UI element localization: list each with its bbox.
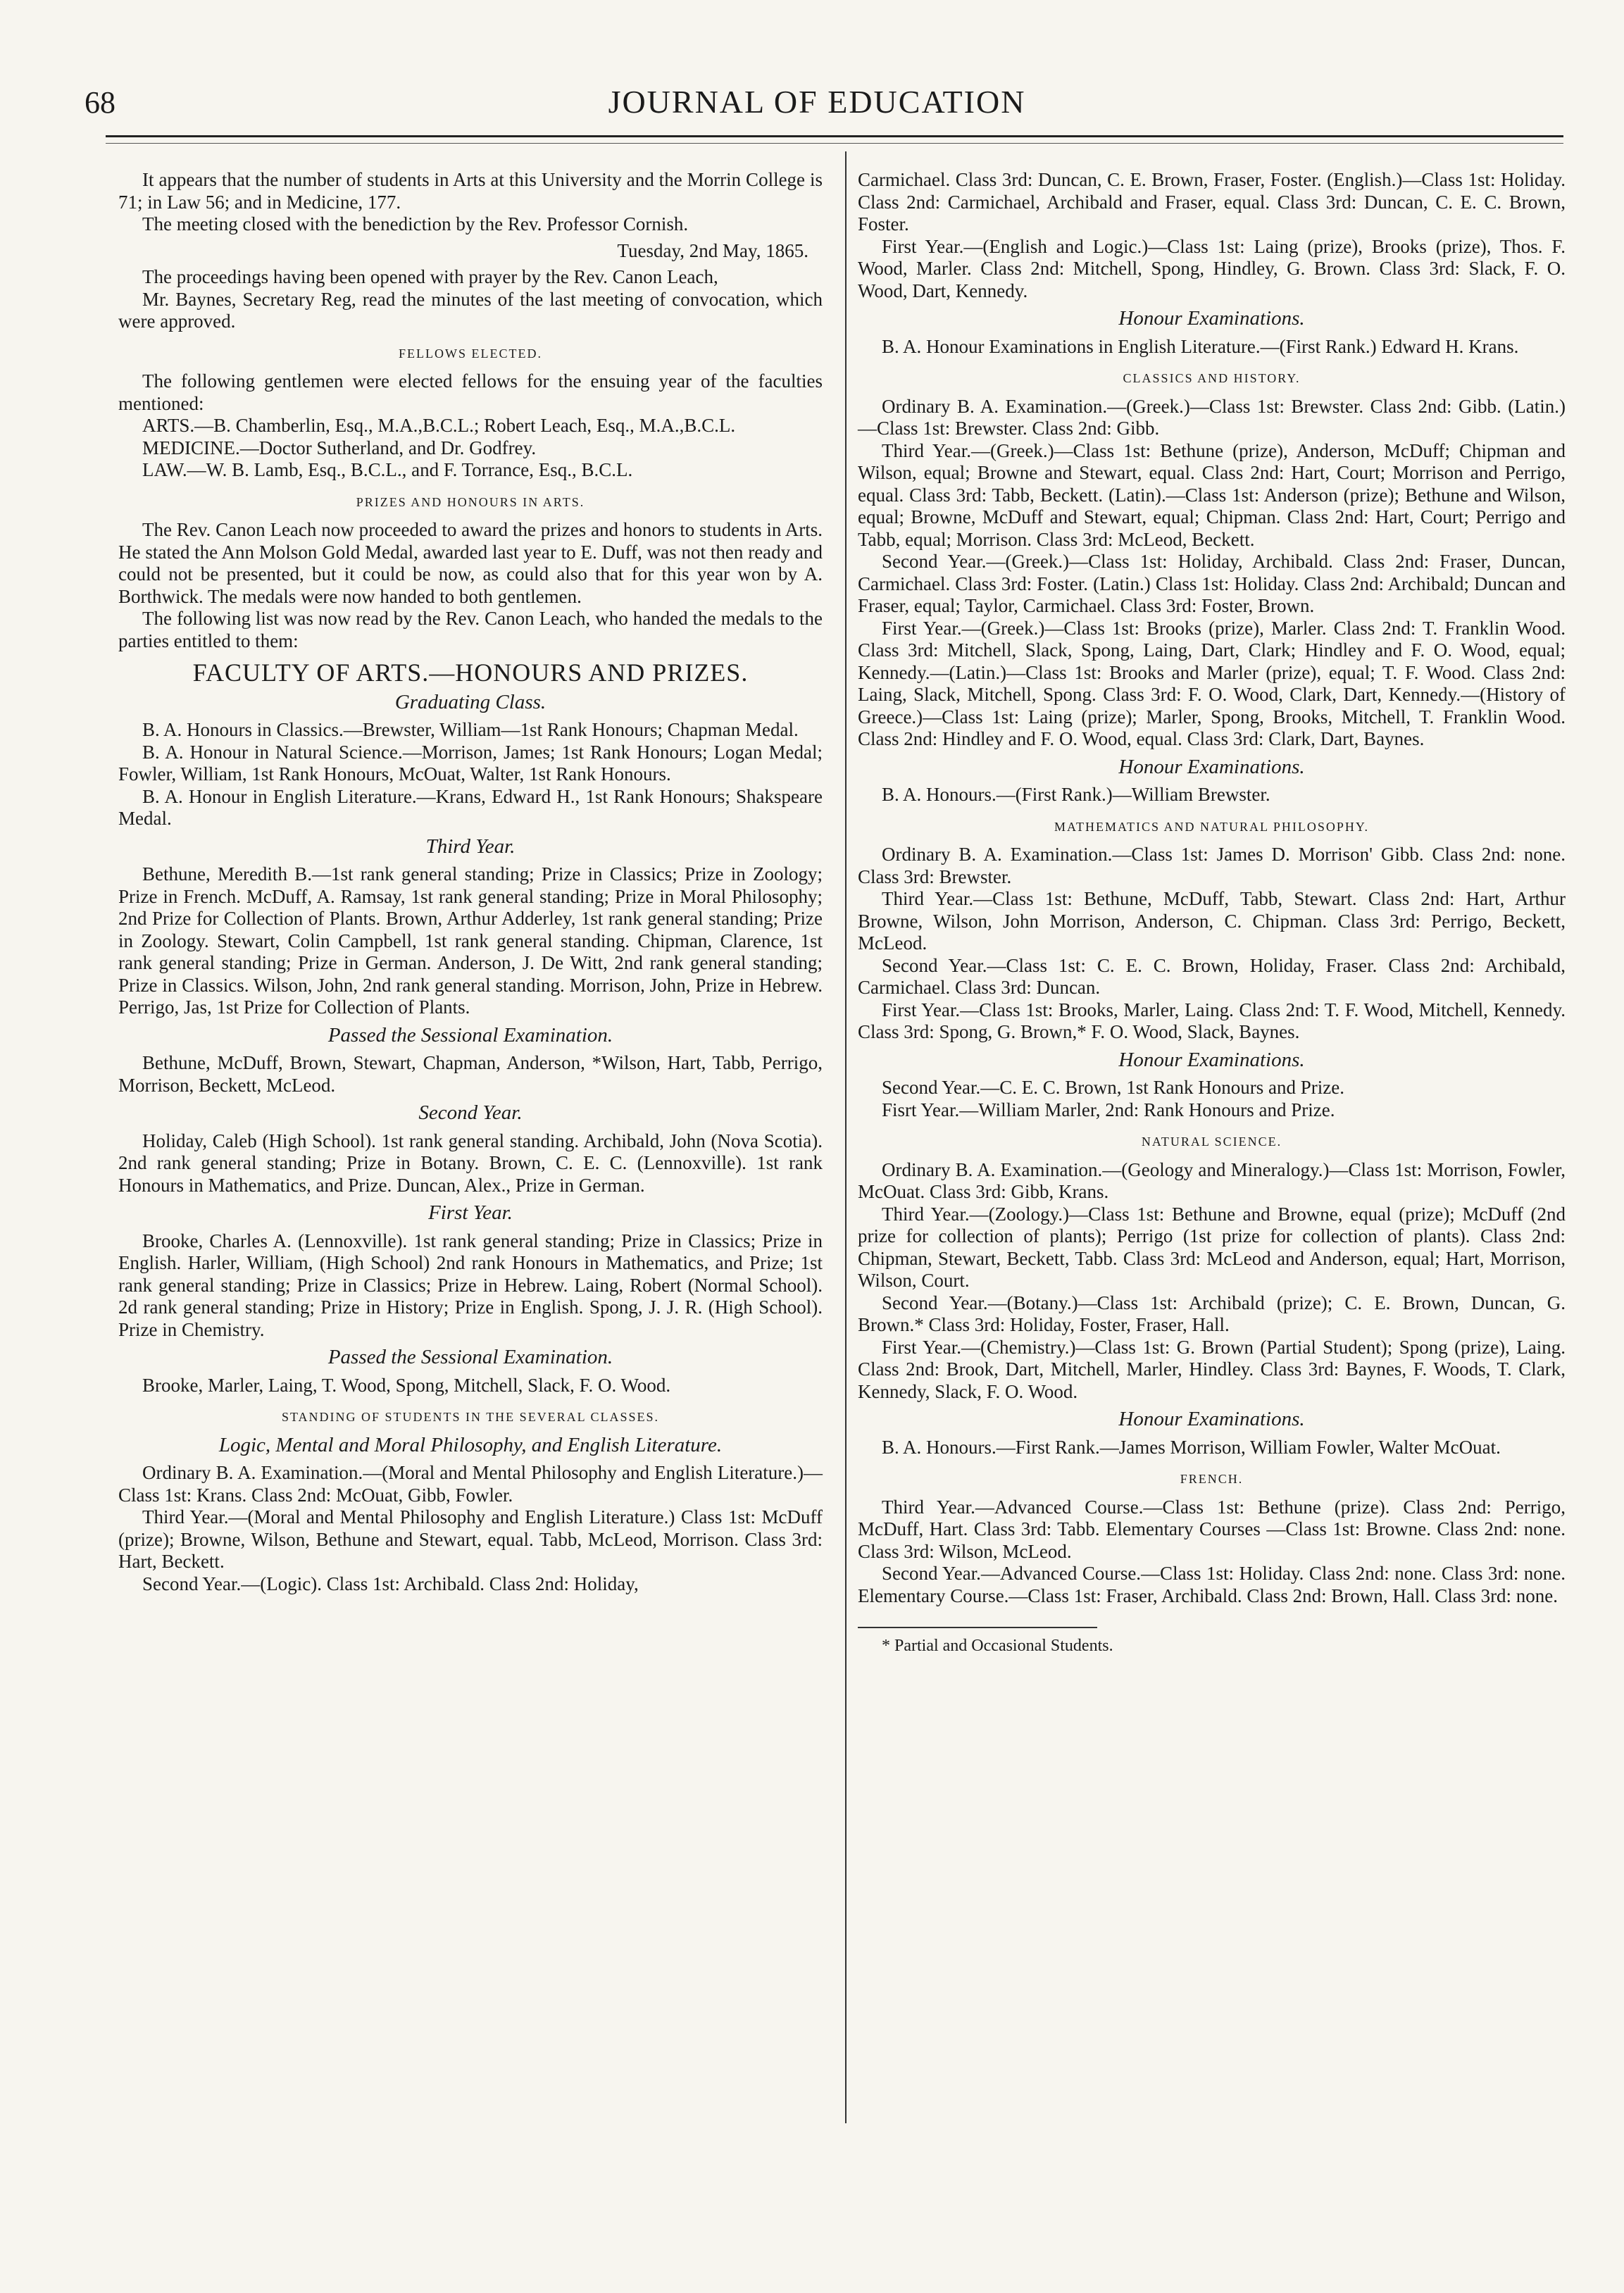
paragraph: Brooke, Charles A. (Lennoxville). 1st rank general standing; Prize in Classics; Prize in English. Harler, William, (High School) 2nd rank Honours in Mathematics, and Prize; 1st rank general standing; Prize in Classics; Prize in Hebrew. Laing, Robert (Normal School). 2d rank general standing; Prize in History; Prize in English. Spong, J. J. R. (High School). Prize in Chemistry. [118, 1230, 823, 1340]
paragraph: MEDICINE.—Doctor Sutherland, and Dr. Godfrey. [142, 437, 537, 458]
section-heading: FELLOWS ELECTED. [399, 346, 542, 361]
header-rule-thin [106, 143, 1563, 144]
footnote: * Partial and Occasional Students. [882, 1637, 1113, 1655]
paragraph: The following gentlemen were elected fellows for the ensuing year of the faculties mentioned: [118, 370, 823, 414]
paragraph: The following list was now read by the Rev. Canon Leach, who handed the medals to the parties entitled to them: [118, 608, 823, 651]
paragraph: Bethune, Meredith B.—1st rank general standing; Prize in Classics; Prize in Zoology; Prize in French. McDuff, A. Ramsay, 1st rank general standing; Prize in Moral Philosophy; 2nd Prize for Collection of Plants. Brown, Arthur Adderley, 1st rank general standing; Prize in Zoology. Stewart, Colin Campbell, 1st rank general standing. Chipman, Clarence, 1st rank general standing; Prize in German. Anderson, J. De Witt, 2nd rank general standing; Prize in Classics. Wilson, John, 2nd rank general standing. Morrison, John, Prize in Hebrew. Perrigo, Jas, 1st Prize for Collection of Plants. [118, 863, 823, 1018]
paragraph: Second Year.—C. E. C. Brown, 1st Rank Honours and Prize. [882, 1077, 1344, 1098]
footnote-rule [858, 1627, 1097, 1628]
main-heading: FACULTY OF ARTS.—HONOURS AND PRIZES. [192, 658, 749, 687]
subheading: First Year. [428, 1201, 513, 1224]
paragraph: The proceedings having been opened with prayer by the Rev. Canon Leach, [142, 266, 718, 287]
paragraph: First Year.—Class 1st: Brooks, Marler, Laing. Class 2nd: T. F. Wood, Mitchell, Kennedy. Class 3rd: Spong, G. Brown,* F. O. Wood, Slack, Baynes. [858, 999, 1566, 1042]
paragraph: B. A. Honour in English Literature.—Krans, Edward H., 1st Rank Honours; Shakspeare Medal. [118, 785, 823, 829]
left-column [118, 169, 823, 1595]
paragraph: Third Year.—(Greek.)—Class 1st: Bethune (prize), Anderson, McDuff; Chipman and Wilson, equal; Browne and Stewart, equal. Class 2nd: Hart, Court; Morrison and Perrigo, equal. Class 3rd: Tabb, Beckett. (Latin).—Class 1st: Anderson (prize); Bethune and Wilson, equal; Browne, McDuff and Stewart, equal; Chipman. Class 2nd: Hart, Court; Perrigo and Tabb, equal; Morrison. Class 3rd: McLeod, Beckett. [858, 439, 1566, 550]
paragraph: Second Year.—Advanced Course.—Class 1st: Holiday. Class 2nd: none. Class 3rd: none. Elementary Course.—Class 1st: Fraser, Archibald. Class 2nd: Brown, Hall. Class 3rd: none. [858, 1563, 1566, 1606]
paragraph: First Year.—(Chemistry.)—Class 1st: G. Brown (Partial Student); Spong (prize), Laing. Class 2nd: Brook, Dart, Mitchell, Marler, Hindley. Class 3rd: Baynes, F. Woods, T. Clark, Kennedy, Slack, F. O. Wood. [858, 1336, 1566, 1402]
paragraph: B. A. Honours.—First Rank.—James Morrison, William Fowler, Walter McOuat. [882, 1436, 1501, 1458]
paragraph: Ordinary B. A. Examination.—(Greek.)—Class 1st: Brewster. Class 2nd: Gibb. (Latin.)—Class 1st: Brewster. Class 2nd: Gibb. [858, 395, 1566, 439]
paragraph: Second Year.—(Logic). Class 1st: Archibald. Class 2nd: Holiday, [142, 1573, 639, 1594]
paragraph: B. A. Honour in Natural Science.—Morrison, James; 1st Rank Honours; Logan Medal; Fowler, William, 1st Rank Honours, McOuat, Walter, 1st Rank Honours. [118, 741, 823, 785]
paragraph: First Year.—(Greek.)—Class 1st: Brooks (prize), Marler. Class 2nd: T. Franklin Wood. Class 3rd: Mitchell, Slack, Spong, Laing, Dart, Clark; Hindley and F. O. Wood, equal; Kennedy.—(Latin.)—Class 1st: Brooks and Marler (prize), equal; T. F. Wood. Class 2nd: Laing, Slack, Mitchell, Spong. Class 3rd: F. O. Wood, Clark, Dart, Kennedy.—(History of Greece.)—Class 1st: Laing (prize); Marler, Spong, Brooks, Mitchell, T. Franklin Wood. Class 2nd: Hindley and F. O. Wood, equal. Class 3rd: Clark, Dart, Baynes. [858, 617, 1566, 749]
meeting-date: Tuesday, 2nd May, 1865. [617, 239, 808, 261]
paragraph: First Year.—(English and Logic.)—Class 1st: Laing (prize), Brooks (prize), Thos. F. Wood, Marler. Class 2nd: Mitchell, Spong, Hindley, G. Brown. Class 3rd: Slack, F. O. Wood, Dart, Kennedy. [858, 235, 1566, 301]
paragraph: ARTS.—B. Chamberlin, Esq., M.A.,B.C.L.; Robert Leach, Esq., M.A.,B.C.L. [142, 415, 736, 436]
paragraph: Ordinary B. A. Examination.—(Moral and Mental Philosophy and English Literature.)—Class 1st: Krans. Class 2nd: McOuat, Gibb, Fowler. [118, 1462, 823, 1506]
subheading: Honour Examinations. [1118, 1048, 1305, 1071]
paragraph: B. A. Honour Examinations in English Literature.—(First Rank.) Edward H. Krans. [882, 335, 1519, 357]
paragraph: B. A. Honours in Classics.—Brewster, William—1st Rank Honours; Chapman Medal. [142, 719, 799, 740]
paragraph: It appears that the number of students in Arts at this University and the Morrin College is 71; in Law 56; and in Medicine, 177. [118, 169, 823, 213]
paragraph: Mr. Baynes, Secretary Reg, read the minutes of the last meeting of convocation, which were approved. [118, 288, 823, 332]
header-rule [106, 135, 1563, 137]
paragraph: Fisrt Year.—William Marler, 2nd: Rank Honours and Prize. [882, 1099, 1335, 1120]
column-divider [845, 151, 847, 2123]
section-heading: CLASSICS AND HISTORY. [1123, 371, 1301, 385]
page-number: 68 [85, 85, 115, 120]
section-heading: FRENCH. [1180, 1472, 1244, 1486]
section-heading: NATURAL SCIENCE. [1141, 1135, 1282, 1149]
paragraph: The meeting closed with the benediction by the Rev. Professor Cornish. [142, 213, 689, 235]
paragraph: LAW.—W. B. Lamb, Esq., B.C.L., and F. Torrance, Esq., B.C.L. [142, 459, 633, 480]
section-heading: PRIZES AND HONOURS IN ARTS. [356, 494, 585, 509]
subheading: Logic, Mental and Moral Philosophy, and English Literature. [218, 1433, 723, 1456]
subheading: Honour Examinations. [1118, 755, 1305, 778]
section-heading: STANDING OF STUDENTS IN THE SEVERAL CLASSES. [281, 1410, 660, 1424]
subheading: Passed the Sessional Examination. [327, 1023, 613, 1046]
subheading: Graduating Class. [394, 690, 546, 713]
paragraph: Third Year.—Class 1st: Bethune, McDuff, Tabb, Stewart. Class 2nd: Hart, Arthur Browne, Wilson, John Morrison, Anderson, C. Chipman. Class 3rd: Perrigo, Beckett, McLeod. [858, 888, 1566, 954]
paragraph: Third Year.—(Moral and Mental Philosophy and English Literature.) Class 1st: McDuff (prize); Browne, Wilson, Bethune and Stewart, equal. Tabb, McLeod, Morrison. Class 3rd: Hart, Beckett. [118, 1506, 823, 1572]
subheading: Honour Examinations. [1118, 307, 1305, 330]
paragraph: The Rev. Canon Leach now proceeded to award the prizes and honors to students in Arts. He stated the Ann Molson Gold Medal, awarded last year to E. Duff, was not then ready and could not be presented, but it could be now, as could also that for this year won by A. Borthwick. The medals were now handed to both gentlemen. [118, 519, 823, 607]
paragraph: Third Year.—(Zoology.)—Class 1st: Bethune and Browne, equal (prize); McDuff (2nd prize for collection of plants); Perrigo (1st prize for collection of plants). Class 2nd: Chipman, Stewart, Beckett, Tabb. Class 3rd: McLeod and Anderson, equal; Hart, Morrison, Wilson, Court. [858, 1203, 1566, 1291]
section-heading: MATHEMATICS AND NATURAL PHILOSOPHY. [1054, 819, 1370, 834]
paragraph: Carmichael. Class 3rd: Duncan, C. E. Brown, Fraser, Foster. (English.)—Class 1st: Holiday. Class 2nd: Carmichael, Archibald and Fraser, equal. Class 3rd: Duncan, C. E. C. Brown, Foster. [858, 169, 1566, 235]
subheading: Second Year. [418, 1101, 523, 1124]
subheading: Passed the Sessional Examination. [327, 1346, 613, 1368]
paragraph: Second Year.—(Botany.)—Class 1st: Archibald (prize); C. E. Brown, Duncan, G. Brown.* Class 3rd: Holiday, Foster, Fraser, Hall. [858, 1292, 1566, 1335]
paragraph: Bethune, McDuff, Brown, Stewart, Chapman, Anderson, *Wilson, Hart, Tabb, Perrigo, Morrison, Beckett, McLeod. [118, 1052, 823, 1096]
right-column [858, 169, 1566, 1658]
paragraph: Ordinary B. A. Examination.—Class 1st: James D. Morrison' Gibb. Class 2nd: none. Class 3rd: Brewster. [858, 844, 1566, 887]
subheading: Honour Examinations. [1118, 1408, 1305, 1430]
paragraph: Second Year.—Class 1st: C. E. C. Brown, Holiday, Fraser. Class 2nd: Archibald, Carmichael. Class 3rd: Duncan. [858, 954, 1566, 998]
page-header [85, 79, 1549, 128]
paragraph: Second Year.—(Greek.)—Class 1st: Holiday, Archibald. Class 2nd: Fraser, Duncan, Carmichael. Class 3rd: Foster. (Latin.) Class 1st: Holiday. Class 2nd: Archibald; Duncan and Fraser, equal; Taylor, Carmichael. Class 3rd: Foster, Brown. [858, 551, 1566, 616]
paragraph: Holiday, Caleb (High School). 1st rank general standing. Archibald, John (Nova Scotia). 2nd rank general standing; Prize in Botany. Brown, C. E. C. (Lennoxville). 1st rank Honours in Mathematics, and Prize. Duncan, Alex., Prize in German. [118, 1130, 823, 1196]
subheading: Third Year. [425, 835, 516, 858]
paragraph: B. A. Honours.—(First Rank.)—William Brewster. [882, 784, 1270, 805]
paragraph: Third Year.—Advanced Course.—Class 1st: Bethune (prize). Class 2nd: Perrigo, McDuff, Hart. Class 3rd: Tabb. Elementary Courses —Class 1st: Browne. Class 2nd: none. Class 3rd: Wilson, McLeod. [858, 1496, 1566, 1562]
paragraph: Ordinary B. A. Examination.—(Geology and Mineralogy.)—Class 1st: Morrison, Fowler, McOuat. Class 3rd: Gibb, Krans. [858, 1158, 1566, 1202]
paragraph: Brooke, Marler, Laing, T. Wood, Spong, Mitchell, Slack, F. O. Wood. [142, 1374, 671, 1396]
journal-title: JOURNAL OF EDUCATION [608, 84, 1026, 120]
